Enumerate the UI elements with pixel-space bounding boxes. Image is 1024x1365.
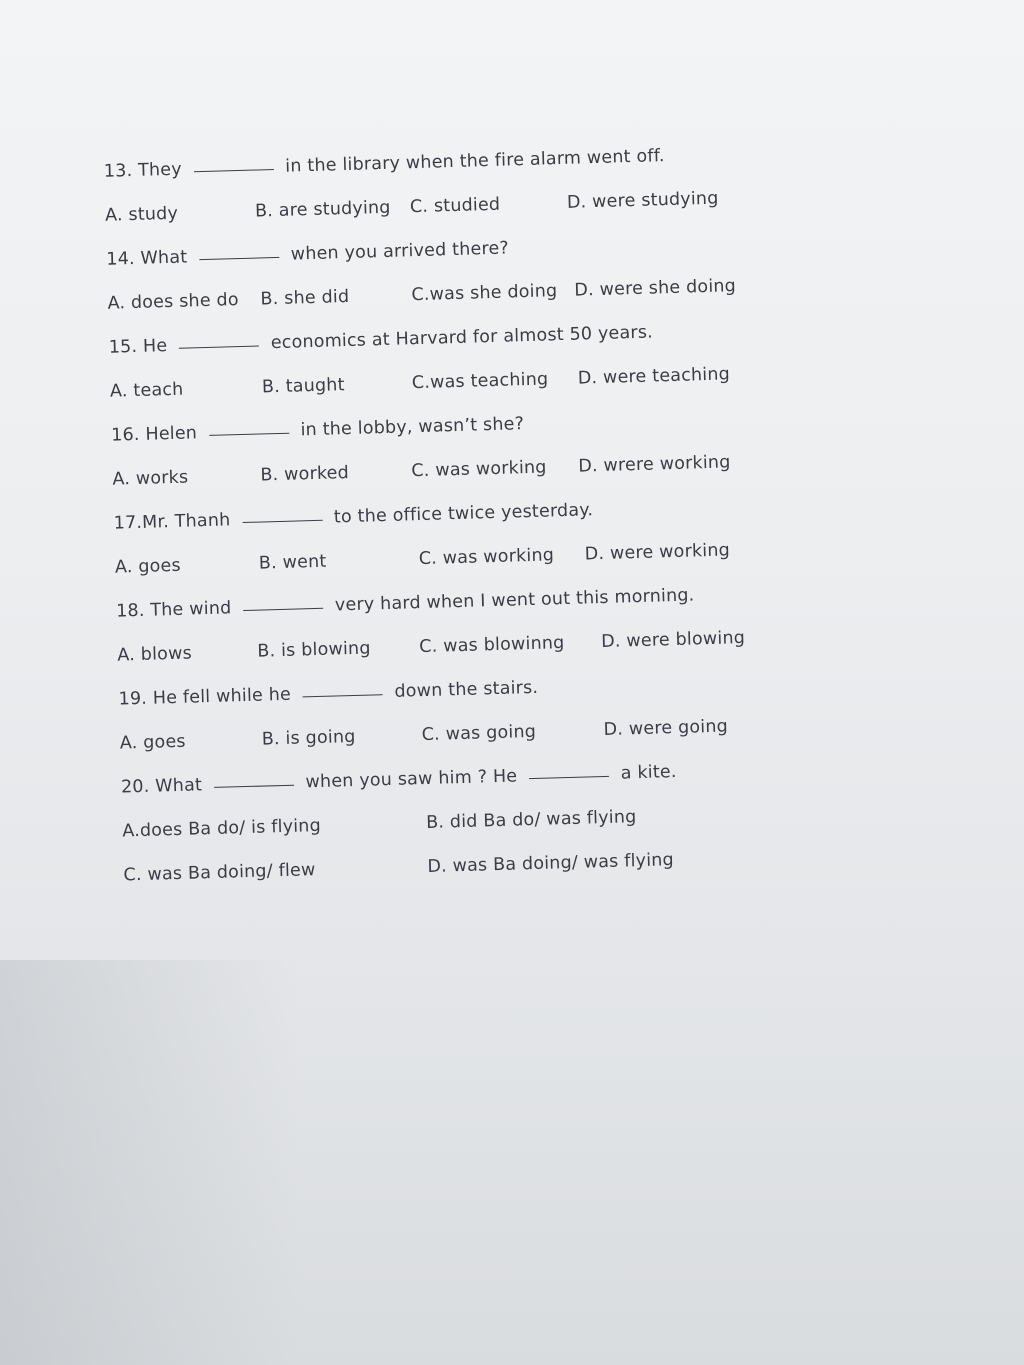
question-stem-end: when you arrived there? [290, 238, 510, 265]
question-number: 17. [113, 512, 143, 534]
question-14 [106, 238, 509, 269]
answer-blank [214, 784, 294, 788]
question-stem-start: He fell while he [152, 684, 292, 709]
question-stem-start: Mr. Thanh [141, 510, 231, 533]
question-number: 14. [106, 248, 136, 270]
option-b: B. are studying [254, 197, 391, 222]
question-stem-start: They [137, 159, 183, 181]
option-c: C.was teaching [411, 369, 549, 394]
answer-blank [303, 693, 383, 697]
option-c: C. was Ba doing/ flew [123, 860, 316, 886]
question-stem-start: Helen [145, 423, 198, 445]
answer-blank [209, 432, 289, 436]
option-c: C. was working [411, 457, 547, 482]
question-number: 16. [110, 424, 140, 446]
question-17 [113, 500, 593, 533]
option-c: C. was going [421, 721, 537, 746]
option-d: D. were studying [566, 188, 719, 213]
option-b: B. is blowing [257, 638, 371, 662]
question-16 [111, 414, 524, 446]
question-13 [104, 146, 665, 182]
option-a: A. blows [117, 643, 193, 666]
question-stem-end: in the library when the fire alarm went off. [284, 146, 665, 177]
shadow [0, 960, 300, 1365]
option-a: A.does Ba do/ is flying [122, 815, 322, 842]
question-stem-start: What [140, 247, 188, 269]
question-stem-end: down the stairs. [394, 677, 539, 702]
option-b: B. is going [261, 726, 356, 750]
option-b: B. she did [260, 286, 350, 310]
answer-blank [199, 256, 279, 260]
option-d: D. was Ba doing/ was flying [427, 850, 675, 877]
option-b: B. went [258, 551, 327, 574]
option-b: B. did Ba do/ was flying [425, 807, 637, 834]
option-a: A. study [104, 203, 179, 226]
option-d: D. were blowing [600, 628, 746, 653]
question-stem-end: very hard when I went out this morning. [334, 585, 695, 616]
question-15 [109, 323, 654, 358]
question-stem-start: What [155, 775, 203, 797]
answer-blank [243, 607, 323, 611]
answer-blank [179, 344, 259, 348]
option-b: B. taught [261, 375, 345, 398]
question-number: 19. [118, 688, 148, 710]
question-stem-end: to the office twice yesterday. [333, 500, 594, 528]
question-number: 18. [115, 600, 145, 622]
option-c: C. was working [418, 545, 555, 570]
question-number: 15. [108, 336, 138, 358]
option-d: D. were working [584, 540, 731, 565]
question-stem-end: in the lobby, wasn’t she? [300, 414, 525, 441]
question-20 [121, 762, 677, 798]
answer-blank [529, 775, 609, 779]
question-stem-middle: when you saw him ? He [305, 766, 518, 793]
option-c: C. studied [409, 194, 501, 218]
option-a: A. goes [119, 731, 187, 754]
question-stem-start: He [142, 336, 168, 357]
answer-blank [242, 519, 322, 523]
option-a: A. does she do [107, 290, 240, 314]
option-a: A. works [112, 467, 189, 490]
option-c: C. was blowinng [419, 633, 565, 658]
question-stem-start: The wind [150, 598, 232, 621]
option-b: B. worked [260, 463, 350, 486]
option-a: A. goes [114, 555, 182, 578]
worksheet [95, 120, 816, 899]
question-stem-end: a kite. [620, 762, 677, 784]
option-d: D. were she doing [574, 276, 737, 301]
question-19 [118, 678, 538, 710]
answer-blank [194, 168, 274, 172]
question-stem-end: economics at Harvard for almost 50 years. [270, 322, 654, 354]
question-18 [116, 585, 695, 621]
option-d: D. were teaching [577, 364, 731, 389]
option-d: D. wrere working [578, 452, 731, 477]
question-number: 13. [103, 160, 133, 182]
option-c: C.was she doing [411, 281, 558, 306]
question-number: 20. [120, 776, 150, 798]
option-d: D. were going [603, 716, 729, 741]
option-a: A. teach [109, 379, 184, 402]
